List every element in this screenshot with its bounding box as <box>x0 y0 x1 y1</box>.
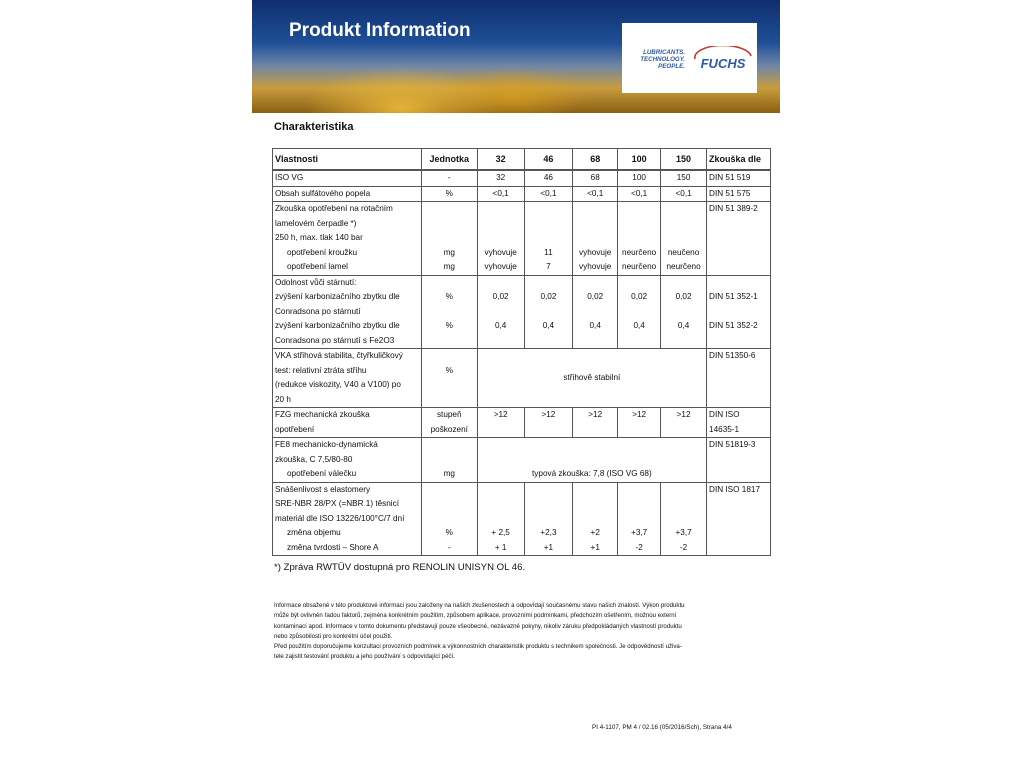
table-row <box>273 319 771 334</box>
table-cell: zvýšení karbonizačního zbytku dle <box>273 319 422 334</box>
table-cell: % <box>421 526 477 541</box>
table-cell: 0,4 <box>661 319 707 334</box>
header-cell: 150 <box>661 149 707 171</box>
table-cell: 0,02 <box>661 290 707 305</box>
header-cell: Jednotka <box>421 149 477 171</box>
table-cell: FZG mechanická zkouška <box>273 408 422 423</box>
table-cell: <0,1 <box>661 186 707 202</box>
table-cell: +1 <box>573 541 618 556</box>
table-cell: +1 <box>524 541 573 556</box>
table-row <box>273 482 771 497</box>
table-cell: DIN 51 389-2 <box>707 202 771 217</box>
header-cell: 46 <box>524 149 573 171</box>
table-cell: střihově stabilní <box>477 349 706 408</box>
table-row <box>273 334 771 349</box>
table-row <box>273 497 771 512</box>
table-cell: změna tvrdosti – Shore A <box>273 541 422 556</box>
table-cell: 7 <box>524 260 573 275</box>
table-cell: +3,7 <box>618 526 661 541</box>
table-cell: DIN 51 519 <box>707 170 771 186</box>
characteristics-table <box>272 148 771 556</box>
table-cell: -2 <box>618 541 661 556</box>
table-cell: 0,02 <box>573 290 618 305</box>
table-cell: <0,1 <box>618 186 661 202</box>
footnote: *) Zpráva RWTÜV dostupná pro RENOLIN UNISYN OL 46. <box>274 562 526 573</box>
table-cell: mg <box>421 467 477 482</box>
table-row <box>273 217 771 232</box>
table-cell: DIN 51 352-2 <box>707 319 771 334</box>
header-cell: 100 <box>618 149 661 171</box>
table-row <box>273 438 771 453</box>
table-cell: - <box>421 170 477 186</box>
table-cell: FE8 mechanicko-dynamická <box>273 438 422 453</box>
table-cell: 100 <box>618 170 661 186</box>
table-cell: SRE-NBR 28/PX (=NBR 1) těsnicí <box>273 497 422 512</box>
header-cell: Vlastnosti <box>273 149 422 171</box>
table-row <box>273 512 771 527</box>
table-cell: 0,4 <box>477 319 524 334</box>
table-row <box>273 246 771 261</box>
table-cell: neurčeno <box>661 260 707 275</box>
table-row <box>273 260 771 275</box>
table-cell: 20 h <box>273 393 422 408</box>
table-row <box>273 526 771 541</box>
table-cell: Obsah sulfátového popela <box>273 186 422 202</box>
disclaimer-line: nebo způsobilosti pro konkrétní účel použití. <box>274 632 393 640</box>
table-cell: neučeno <box>661 246 707 261</box>
table-cell: >12 <box>618 408 661 423</box>
disclaimer <box>274 601 772 663</box>
disclaimer-line: může být ovlivněn řadou faktorů, zejména konkrétním použitím, způsobem aplikace, provozními podmínkami, předchozím ošetřením, možnou externí <box>274 612 677 620</box>
table-cell: test: relativní ztráta střihu <box>273 364 422 379</box>
table-cell: +3,7 <box>661 526 707 541</box>
table-row <box>273 408 771 423</box>
table-cell: -2 <box>661 541 707 556</box>
table-cell: opotřebení válečku <box>273 467 422 482</box>
table-cell: vyhovuje <box>573 260 618 275</box>
disclaimer-line: kontaminací apod. Informace v tomto dokumentu představují pouze všeobecné, nezávazné pokyny, nikoliv záruku předpokládaných vlastností produktu <box>274 622 682 630</box>
table-cell: + 1 <box>477 541 524 556</box>
table-cell: neurčeno <box>618 246 661 261</box>
table-cell: DIN ISO 1817 <box>707 482 771 497</box>
table-cell: 11 <box>524 246 573 261</box>
disclaimer-line: Informace obsažené v této produktové informaci jsou založeny na našich zkušenostech a odpovídají současnému stavu našich znalostí. Výkon produktu <box>274 602 685 609</box>
table-cell: zkouška, C 7,5/80-80 <box>273 453 422 468</box>
header-cell: 32 <box>477 149 524 171</box>
table-row <box>273 275 771 290</box>
table-row <box>273 541 771 556</box>
table-row <box>273 290 771 305</box>
table-row <box>273 202 771 217</box>
table-row <box>273 231 771 246</box>
table-cell: DIN 51 352-1 <box>707 290 771 305</box>
table-cell: materiál dle ISO 13226/100°C/7 dní <box>273 512 422 527</box>
header-cell: Zkouška dle <box>707 149 771 171</box>
table-cell: mg <box>421 246 477 261</box>
table-cell: opotřebení kroužku <box>273 246 422 261</box>
table-cell: >12 <box>524 408 573 423</box>
table-cell: % <box>421 364 477 379</box>
table-cell: vyhovuje <box>573 246 618 261</box>
table-cell: 46 <box>524 170 573 186</box>
table-cell: <0,1 <box>477 186 524 202</box>
table-row <box>273 170 771 186</box>
table-cell: % <box>421 290 477 305</box>
table-cell: <0,1 <box>573 186 618 202</box>
table-cell: Odolnost vůči stárnutí: <box>273 275 422 290</box>
table-cell: 0,02 <box>618 290 661 305</box>
table-cell: 0,4 <box>573 319 618 334</box>
table-cell: >12 <box>661 408 707 423</box>
table-cell: neurčeno <box>618 260 661 275</box>
table-cell: 0,4 <box>524 319 573 334</box>
fuchs-logo <box>622 23 757 93</box>
document-title: Produkt Information <box>289 20 471 41</box>
disclaimer-line: Před použitím doporučujeme konzultaci provozních podmínek a výkonnostních charakteristik produktu s technikem společnosti. Je odpovědností uživa- <box>274 643 682 651</box>
table-cell: % <box>421 319 477 334</box>
table-cell: 14635-1 <box>707 423 771 438</box>
table-cell: vyhovuje <box>477 246 524 261</box>
page-footer: PI 4-1107, PM 4 / 02.16 (05/2016/Sch), Strana 4/4 <box>592 724 732 731</box>
table-cell: stupeň <box>421 408 477 423</box>
disclaimer-line: tele zajistit testování produktu a jeho používání s odpovídající péčí. <box>274 653 455 661</box>
table-cell: Conradsona po stárnutí s Fe2O3 <box>273 334 422 349</box>
table-cell: 150 <box>661 170 707 186</box>
logo-tagline: LUBRICANTS. TECHNOLOGY. PEOPLE. <box>640 49 685 70</box>
table-cell: Conradsona po stárnutí <box>273 305 422 320</box>
table-cell: DIN ISO <box>707 408 771 423</box>
table-cell: <0,1 <box>524 186 573 202</box>
table-cell: 0,02 <box>477 290 524 305</box>
table-cell: DIN 51819-3 <box>707 438 771 453</box>
header-banner <box>252 0 780 113</box>
table-cell: DIN 51 575 <box>707 186 771 202</box>
fuchs-logo-mark <box>691 46 755 72</box>
svg-text:FUCHS: FUCHS <box>700 56 746 71</box>
table-cell: +2 <box>573 526 618 541</box>
table-cell: ISO VG <box>273 170 422 186</box>
table-cell: poškození <box>421 423 477 438</box>
table-cell: mg <box>421 260 477 275</box>
table-cell: 68 <box>573 170 618 186</box>
table-cell: Zkouška opotřebení na rotačním <box>273 202 422 217</box>
section-title: Charakteristika <box>274 121 354 133</box>
table-cell: 0,4 <box>618 319 661 334</box>
table-row <box>273 305 771 320</box>
table-cell: lamelovém čerpadle *) <box>273 217 422 232</box>
document-page <box>252 0 780 768</box>
table-row <box>273 186 771 202</box>
table-cell: - <box>421 541 477 556</box>
table-row <box>273 349 771 364</box>
table-cell: změna objemu <box>273 526 422 541</box>
table-cell: +2,3 <box>524 526 573 541</box>
table-cell: zvýšení karbonizačního zbytku dle <box>273 290 422 305</box>
table-cell: (redukce viskozity, V40 a V100) po <box>273 378 422 393</box>
table-cell: % <box>421 186 477 202</box>
table-cell: DIN 51350-6 <box>707 349 771 364</box>
table-cell: opotřebení <box>273 423 422 438</box>
table-cell: >12 <box>477 408 524 423</box>
table-cell: typová zkouška: 7,8 (ISO VG 68) <box>477 438 706 483</box>
table-cell: 0,02 <box>524 290 573 305</box>
table-header-row <box>273 149 771 171</box>
table-cell: VKA střihová stabilita, čtyřkuličkový <box>273 349 422 364</box>
table-cell: opotřebení lamel <box>273 260 422 275</box>
table-cell: 250 h, max. tlak 140 bar <box>273 231 422 246</box>
table-cell: vyhovuje <box>477 260 524 275</box>
table-cell: + 2,5 <box>477 526 524 541</box>
header-cell: 68 <box>573 149 618 171</box>
table-cell: Snášenlivost s elastomery <box>273 482 422 497</box>
table-row <box>273 423 771 438</box>
table-cell: 32 <box>477 170 524 186</box>
table-cell: >12 <box>573 408 618 423</box>
